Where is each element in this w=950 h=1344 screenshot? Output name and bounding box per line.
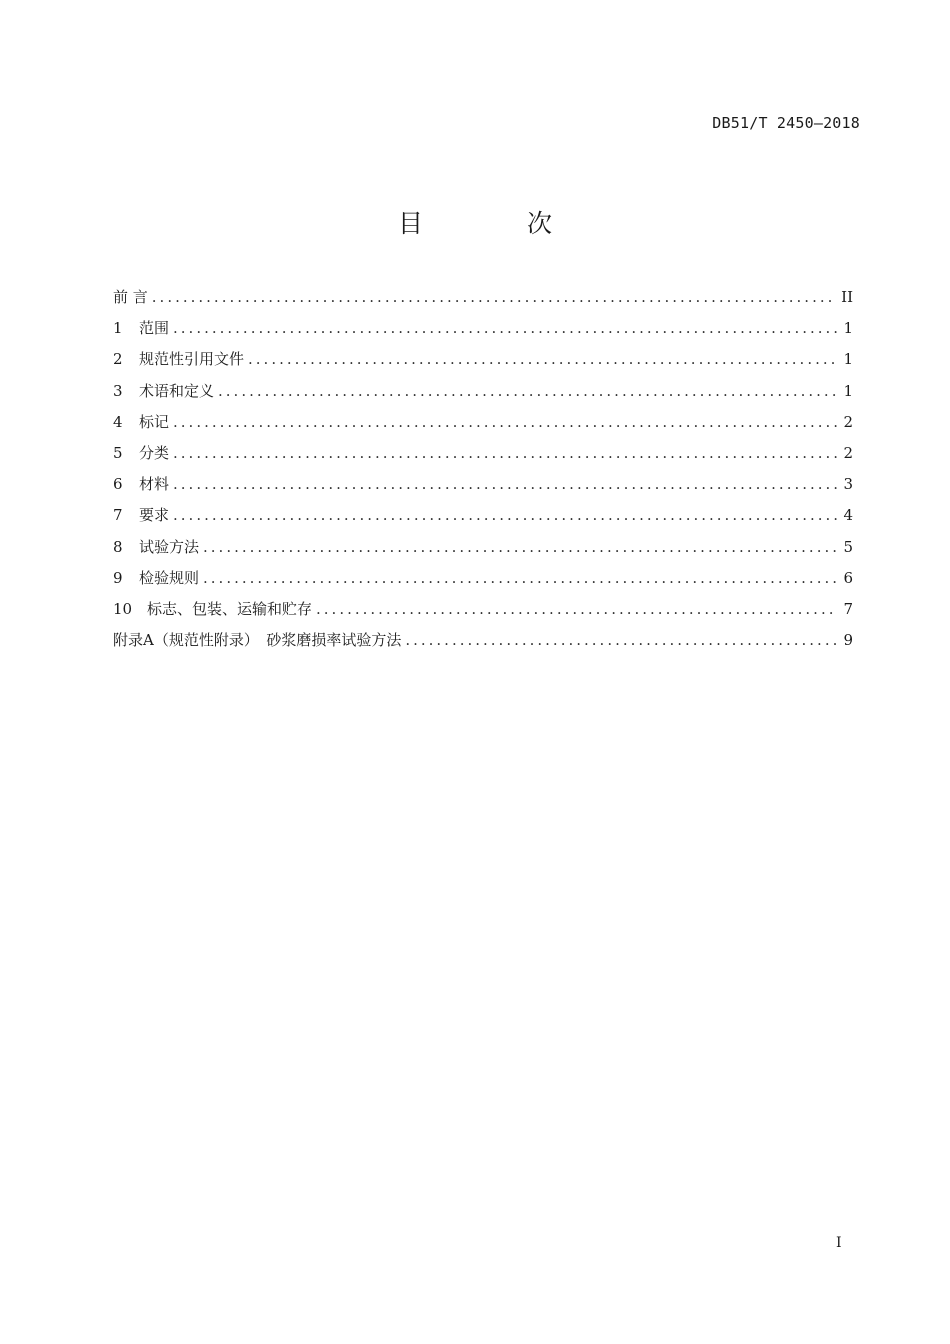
toc-entry-classification[interactable] [113,441,853,472]
toc-leader-dots [405,628,837,652]
toc-entry-page: 9 [843,631,853,650]
toc-entry-label: 分类 [139,443,170,462]
toc-entry-label: 规范性引用文件 [139,350,245,369]
standard-code: DB51/T 2450—2018 [712,114,860,132]
toc-entry-page: 1 [843,319,853,338]
toc-entry-scope[interactable] [113,316,853,347]
toc-entry-number: 6 [113,475,123,494]
toc-entry-number: 3 [113,381,123,400]
toc-entry-page: 2 [843,443,853,462]
toc-entry-number: 7 [113,506,123,525]
toc-leader-dots [203,535,837,559]
toc-entry-marking-packaging[interactable] [113,597,853,628]
toc-entry-terms-definitions[interactable] [113,379,853,410]
toc-entry-requirements[interactable] [113,503,853,534]
toc-leader-dots [173,503,837,527]
toc-leader-dots [173,316,837,340]
toc-entry-label: 材料 [139,475,170,494]
toc-entry-page: 5 [843,537,853,556]
toc-entry-label: 检验规则 [139,568,200,587]
toc-entry-label: 试验方法 [139,537,200,556]
toc-entry-foreword[interactable] [113,285,853,316]
toc-entry-page: II [841,288,853,306]
toc-entry-label: 前 言 [113,288,148,306]
toc-entry-number: 1 [113,319,123,338]
toc-entry-page: 2 [843,412,853,431]
toc-entry-page: 1 [843,381,853,400]
table-of-contents [113,285,853,659]
toc-entry-marking[interactable] [113,410,853,441]
toc-entry-number: 5 [113,443,123,462]
toc-entry-page: 3 [843,475,853,494]
toc-entry-number: 10 [113,599,133,618]
toc-entry-page: 4 [843,506,853,525]
toc-entry-test-methods[interactable] [113,535,853,566]
toc-entry-normative-references[interactable] [113,347,853,378]
toc-entry-page: 7 [843,599,853,618]
toc-entry-materials[interactable] [113,472,853,503]
toc-entry-appendix-a[interactable] [113,628,853,659]
toc-entry-inspection-rules[interactable] [113,566,853,597]
toc-entry-number: 9 [113,568,123,587]
toc-leader-dots [316,597,837,621]
toc-entry-page: 1 [843,350,853,369]
toc-entry-label: 范围 [139,319,170,338]
toc-leader-dots [248,347,837,371]
toc-entry-label: 术语和定义 [139,381,215,400]
toc-entry-label: 标志、包装、运输和贮存 [147,599,313,618]
toc-leader-dots [152,285,835,309]
toc-leader-dots [203,566,837,590]
toc-entry-label: 附录A（规范性附录） 砂浆磨损率试验方法 [113,631,402,650]
toc-entry-page: 6 [843,568,853,587]
page-number: I [836,1235,842,1251]
toc-leader-dots [173,472,837,496]
toc-title: 目 次 [398,209,600,238]
toc-leader-dots [173,410,837,434]
toc-entry-label: 要求 [139,506,170,525]
toc-entry-number: 2 [113,350,123,369]
toc-entry-label: 标记 [139,412,170,431]
toc-entry-number: 4 [113,412,123,431]
toc-leader-dots [173,441,837,465]
toc-leader-dots [218,379,837,403]
toc-entry-number: 8 [113,537,123,556]
